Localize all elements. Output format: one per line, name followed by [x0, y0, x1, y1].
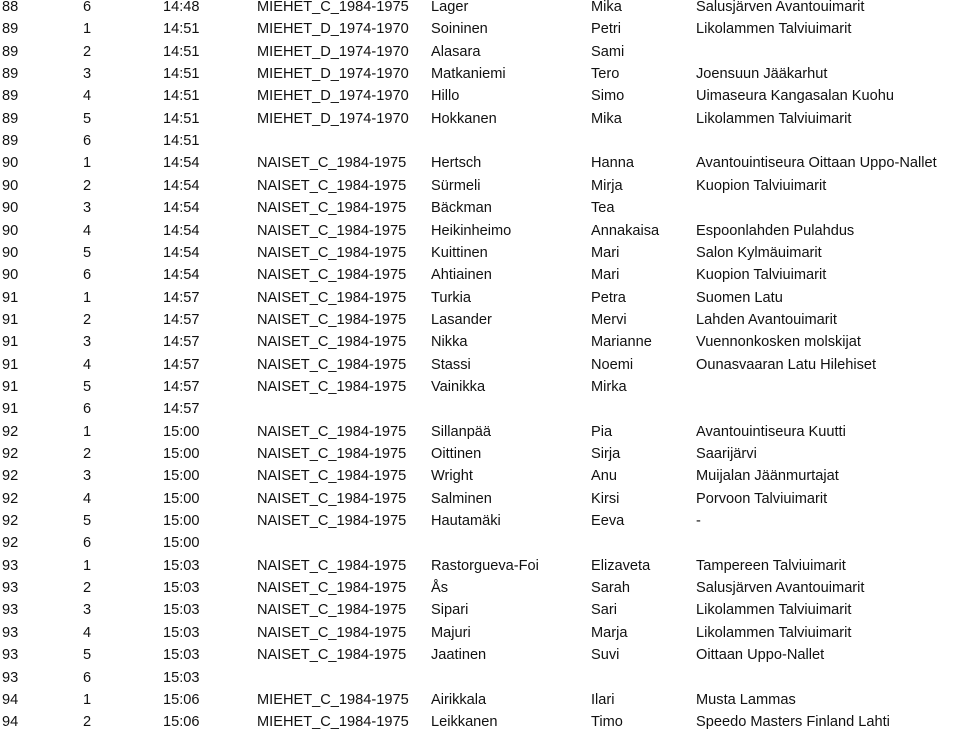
club-name-cell: Likolammen Talviuimarit — [696, 21, 852, 38]
start-time-cell: 14:51 — [163, 43, 200, 60]
lane-number-cell: 4 — [83, 88, 92, 105]
last-name-cell: Turkia — [431, 289, 472, 306]
heat-number-cell: 91 — [2, 334, 19, 351]
club-name-cell: Tampereen Talviuimarit — [696, 557, 846, 574]
first-name-cell: Mervi — [591, 311, 627, 328]
first-name-cell: Elizaveta — [591, 557, 651, 574]
table-row — [0, 510, 960, 532]
lane-number-cell: 5 — [83, 513, 92, 530]
first-name-cell: Eeva — [591, 513, 625, 530]
club-name-cell: Likolammen Talviuimarit — [696, 602, 852, 619]
first-name-cell: Annakaisa — [591, 222, 660, 239]
first-name-cell: Marianne — [591, 334, 652, 351]
start-time-cell: 14:57 — [163, 401, 200, 418]
heat-number-cell: 89 — [2, 66, 19, 83]
last-name-cell: Rastorgueva-Foi — [431, 557, 539, 574]
start-time-cell: 15:06 — [163, 691, 200, 708]
first-name-cell: Marja — [591, 624, 628, 641]
lane-number-cell: 3 — [83, 468, 92, 485]
table-row — [0, 331, 960, 353]
table-row — [0, 443, 960, 465]
last-name-cell: Alasara — [431, 43, 481, 60]
start-time-cell: 14:51 — [163, 88, 200, 105]
series-class-cell: NAISET_C_1984-1975 — [257, 334, 407, 351]
start-time-cell: 15:00 — [163, 535, 200, 552]
table-row — [0, 152, 960, 174]
last-name-cell: Sipari — [431, 602, 469, 619]
first-name-cell: Mirka — [591, 378, 627, 395]
start-time-cell: 14:54 — [163, 222, 200, 239]
lane-number-cell: 4 — [83, 624, 92, 641]
start-time-cell: 15:03 — [163, 602, 200, 619]
series-class-cell: MIEHET_D_1974-1970 — [257, 66, 409, 83]
lane-number-cell: 3 — [83, 602, 92, 619]
club-name-cell: Uimaseura Kangasalan Kuohu — [696, 88, 894, 105]
club-name-cell: - — [696, 513, 701, 530]
last-name-cell: Kuittinen — [431, 244, 488, 261]
last-name-cell: Salminen — [431, 490, 492, 507]
club-name-cell: Salon Kylmäuimarit — [696, 244, 822, 261]
table-row — [0, 85, 960, 107]
lane-number-cell: 2 — [83, 43, 92, 60]
last-name-cell: Leikkanen — [431, 714, 498, 731]
club-name-cell: Vuennonkosken molskijat — [696, 334, 861, 351]
heat-number-cell: 93 — [2, 669, 19, 686]
first-name-cell: Sirja — [591, 446, 621, 462]
last-name-cell: Hertsch — [431, 155, 482, 172]
heat-number-cell: 90 — [2, 200, 19, 217]
first-name-cell: Kirsi — [591, 490, 620, 507]
start-time-cell: 14:51 — [163, 66, 200, 83]
table-row — [0, 376, 960, 398]
lane-number-cell: 6 — [83, 0, 92, 15]
start-time-cell: 14:54 — [163, 267, 200, 284]
heat-number-cell: 89 — [2, 110, 19, 127]
lane-number-cell: 4 — [83, 222, 92, 239]
lane-number-cell: 2 — [83, 311, 92, 328]
club-name-cell: Muijalan Jäänmurtajat — [696, 468, 839, 485]
last-name-cell: Oittinen — [431, 446, 482, 462]
first-name-cell: Petra — [591, 289, 626, 306]
lane-number-cell: 2 — [83, 446, 92, 462]
series-class-cell: MIEHET_C_1984-1975 — [257, 691, 409, 708]
lane-number-cell: 1 — [83, 691, 92, 708]
last-name-cell: Sürmeli — [431, 177, 481, 194]
series-class-cell: NAISET_C_1984-1975 — [257, 624, 407, 641]
series-class-cell: NAISET_C_1984-1975 — [257, 423, 407, 440]
club-name-cell: Ounasvaaran Latu Hilehiset — [696, 356, 877, 373]
start-time-cell: 14:51 — [163, 21, 200, 38]
heat-number-cell: 92 — [2, 423, 19, 440]
table-row — [0, 599, 960, 621]
table-row — [0, 555, 960, 577]
club-name-cell: Speedo Masters Finland Lahti — [696, 714, 890, 731]
table-row — [0, 18, 960, 40]
lane-number-cell: 2 — [83, 580, 92, 597]
lane-number-cell: 6 — [83, 133, 92, 150]
first-name-cell: Pia — [591, 423, 613, 440]
start-time-cell: 15:03 — [163, 669, 200, 686]
series-class-cell: NAISET_C_1984-1975 — [257, 378, 407, 395]
heat-number-cell: 90 — [2, 222, 19, 239]
series-class-cell: NAISET_C_1984-1975 — [257, 468, 407, 485]
first-name-cell: Sari — [591, 602, 617, 619]
last-name-cell: Lasander — [431, 311, 492, 328]
series-class-cell: MIEHET_D_1974-1970 — [257, 88, 409, 105]
table-row — [0, 220, 960, 242]
club-name-cell: Salusjärven Avantouimarit — [696, 0, 865, 15]
table-row — [0, 175, 960, 197]
club-name-cell: Porvoon Talviuimarit — [696, 490, 828, 507]
club-name-cell: Musta Lammas — [696, 691, 796, 708]
first-name-cell: Timo — [591, 714, 623, 731]
table-row — [0, 532, 960, 554]
lane-number-cell: 1 — [83, 423, 92, 440]
lane-number-cell: 6 — [83, 535, 92, 552]
start-time-cell: 14:54 — [163, 155, 200, 172]
first-name-cell: Mirja — [591, 177, 623, 194]
series-class-cell: NAISET_C_1984-1975 — [257, 267, 407, 284]
heat-number-cell: 88 — [2, 0, 19, 15]
lane-number-cell: 5 — [83, 647, 92, 664]
table-row — [0, 130, 960, 152]
series-class-cell: MIEHET_D_1974-1970 — [257, 110, 409, 127]
first-name-cell: Suvi — [591, 647, 620, 664]
heat-number-cell: 92 — [2, 446, 19, 462]
heat-number-cell: 93 — [2, 580, 19, 597]
last-name-cell: Ahtiainen — [431, 267, 492, 284]
start-time-cell: 15:03 — [163, 624, 200, 641]
lane-number-cell: 3 — [83, 334, 92, 351]
heat-number-cell: 92 — [2, 513, 19, 530]
start-time-cell: 14:51 — [163, 110, 200, 127]
heat-number-cell: 91 — [2, 401, 19, 418]
last-name-cell: Hillo — [431, 88, 460, 105]
start-time-cell: 15:00 — [163, 446, 200, 462]
club-name-cell: Espoonlahden Pulahdus — [696, 222, 855, 239]
table-row — [0, 689, 960, 711]
heat-number-cell: 90 — [2, 155, 19, 172]
start-time-cell: 14:54 — [163, 177, 200, 194]
table-row — [0, 63, 960, 85]
series-class-cell: NAISET_C_1984-1975 — [257, 356, 407, 373]
club-name-cell: Kuopion Talviuimarit — [696, 177, 827, 194]
table-row — [0, 577, 960, 599]
start-time-cell: 15:03 — [163, 557, 200, 574]
last-name-cell: Soininen — [431, 21, 488, 38]
last-name-cell: Vainikka — [431, 378, 486, 395]
series-class-cell: NAISET_C_1984-1975 — [257, 602, 407, 619]
table-row — [0, 197, 960, 219]
heat-number-cell: 89 — [2, 43, 19, 60]
table-row — [0, 622, 960, 644]
first-name-cell: Tero — [591, 66, 620, 83]
last-name-cell: Hautamäki — [431, 513, 501, 530]
start-time-cell: 15:00 — [163, 490, 200, 507]
start-time-cell: 15:00 — [163, 513, 200, 530]
series-class-cell: NAISET_C_1984-1975 — [257, 311, 407, 328]
table-row — [0, 667, 960, 689]
start-time-cell: 14:57 — [163, 378, 200, 395]
lane-number-cell: 3 — [83, 200, 92, 217]
heat-number-cell: 91 — [2, 311, 19, 328]
heat-number-cell: 90 — [2, 267, 19, 284]
heat-number-cell: 89 — [2, 88, 19, 105]
lane-number-cell: 5 — [83, 110, 92, 127]
lane-number-cell: 1 — [83, 155, 92, 172]
series-class-cell: MIEHET_D_1974-1970 — [257, 21, 409, 38]
first-name-cell: Mari — [591, 244, 620, 261]
series-class-cell: NAISET_C_1984-1975 — [257, 513, 407, 530]
heat-number-cell: 90 — [2, 244, 19, 261]
heat-number-cell: 91 — [2, 356, 19, 373]
heat-number-cell: 89 — [2, 21, 19, 38]
heat-number-cell: 92 — [2, 490, 19, 507]
table-row — [0, 354, 960, 376]
first-name-cell: Tea — [591, 200, 615, 217]
first-name-cell: Mika — [591, 0, 622, 15]
lane-number-cell: 1 — [83, 21, 92, 38]
table-row — [0, 465, 960, 487]
club-name-cell: Suomen Latu — [696, 289, 783, 306]
series-class-cell: MIEHET_C_1984-1975 — [257, 714, 409, 731]
table-row — [0, 264, 960, 286]
lane-number-cell: 2 — [83, 714, 92, 731]
series-class-cell: NAISET_C_1984-1975 — [257, 222, 407, 239]
table-row — [0, 644, 960, 666]
last-name-cell: Bäckman — [431, 200, 492, 217]
start-time-cell: 14:51 — [163, 133, 200, 150]
table-row — [0, 398, 960, 420]
series-class-cell: NAISET_C_1984-1975 — [257, 289, 407, 306]
table-row — [0, 41, 960, 63]
series-class-cell: MIEHET_C_1984-1975 — [257, 0, 409, 15]
lane-number-cell: 1 — [83, 289, 92, 306]
club-name-cell: Joensuun Jääkarhut — [696, 66, 828, 83]
start-time-cell: 15:00 — [163, 423, 200, 440]
start-time-cell: 14:57 — [163, 311, 200, 328]
table-row — [0, 309, 960, 331]
lane-number-cell: 4 — [83, 490, 92, 507]
series-class-cell: NAISET_C_1984-1975 — [257, 200, 407, 217]
last-name-cell: Matkaniemi — [431, 66, 506, 83]
start-time-cell: 14:54 — [163, 200, 200, 217]
lane-number-cell: 1 — [83, 557, 92, 574]
table-row — [0, 0, 960, 18]
club-name-cell: Likolammen Talviuimarit — [696, 624, 852, 641]
last-name-cell: Airikkala — [431, 691, 487, 708]
club-name-cell: Likolammen Talviuimarit — [696, 110, 852, 127]
heat-number-cell: 93 — [2, 624, 19, 641]
club-name-cell: Kuopion Talviuimarit — [696, 267, 827, 284]
heat-number-cell: 92 — [2, 535, 19, 552]
heat-number-cell: 89 — [2, 133, 19, 150]
lane-number-cell: 5 — [83, 378, 92, 395]
heat-number-cell: 92 — [2, 468, 19, 485]
heat-number-cell: 91 — [2, 289, 19, 306]
last-name-cell: Sillanpää — [431, 423, 492, 440]
last-name-cell: Stassi — [431, 356, 471, 373]
start-time-cell: 14:57 — [163, 334, 200, 351]
table-row — [0, 287, 960, 309]
series-class-cell: NAISET_C_1984-1975 — [257, 647, 407, 664]
heat-number-cell: 91 — [2, 378, 19, 395]
last-name-cell: Hokkanen — [431, 110, 497, 127]
heat-number-cell: 90 — [2, 177, 19, 194]
lane-number-cell: 6 — [83, 669, 92, 686]
start-time-cell: 15:03 — [163, 647, 200, 664]
start-time-cell: 15:00 — [163, 468, 200, 485]
start-time-cell: 14:57 — [163, 356, 200, 373]
table-row — [0, 421, 960, 443]
lane-number-cell: 2 — [83, 177, 92, 194]
series-class-cell: MIEHET_D_1974-1970 — [257, 43, 409, 60]
club-name-cell: Lahden Avantouimarit — [696, 311, 837, 328]
last-name-cell: Lager — [431, 0, 469, 15]
heat-number-cell: 93 — [2, 647, 19, 664]
series-class-cell: NAISET_C_1984-1975 — [257, 580, 407, 597]
heat-number-cell: 93 — [2, 557, 19, 574]
series-class-cell: NAISET_C_1984-1975 — [257, 177, 407, 194]
lane-number-cell: 4 — [83, 356, 92, 373]
table-row — [0, 488, 960, 510]
last-name-cell: Jaatinen — [431, 647, 487, 664]
last-name-cell: Heikinheimo — [431, 222, 512, 239]
club-name-cell: Avantouintiseura Kuutti — [696, 423, 846, 440]
lane-number-cell: 3 — [83, 66, 92, 83]
start-time-cell: 15:06 — [163, 714, 200, 731]
start-time-cell: 14:57 — [163, 289, 200, 306]
series-class-cell: NAISET_C_1984-1975 — [257, 490, 407, 507]
start-time-cell: 14:48 — [163, 0, 200, 15]
series-class-cell: NAISET_C_1984-1975 — [257, 557, 407, 574]
last-name-cell: Wright — [431, 468, 473, 485]
club-name-cell: Oittaan Uppo-Nallet — [696, 647, 825, 664]
first-name-cell: Hanna — [591, 155, 635, 172]
last-name-cell: Nikka — [431, 334, 468, 351]
heat-number-cell: 94 — [2, 691, 19, 708]
first-name-cell: Noemi — [591, 356, 634, 373]
first-name-cell: Mari — [591, 267, 620, 284]
club-name-cell: Salusjärven Avantouimarit — [696, 580, 865, 597]
series-class-cell: NAISET_C_1984-1975 — [257, 155, 407, 172]
series-class-cell: NAISET_C_1984-1975 — [257, 446, 407, 462]
lane-number-cell: 6 — [83, 401, 92, 418]
first-name-cell: Sami — [591, 43, 625, 60]
table-row — [0, 242, 960, 264]
first-name-cell: Mika — [591, 110, 622, 127]
first-name-cell: Petri — [591, 21, 622, 38]
first-name-cell: Ilari — [591, 691, 615, 708]
last-name-cell: Ås — [431, 580, 449, 597]
lane-number-cell: 6 — [83, 267, 92, 284]
table-row — [0, 108, 960, 130]
start-time-cell: 15:03 — [163, 580, 200, 597]
series-class-cell: NAISET_C_1984-1975 — [257, 244, 407, 261]
lane-number-cell: 5 — [83, 244, 92, 261]
club-name-cell: Avantouintiseura Oittaan Uppo-Nallet — [696, 155, 937, 172]
table-row — [0, 711, 960, 733]
heat-number-cell: 93 — [2, 602, 19, 619]
start-time-cell: 14:54 — [163, 244, 200, 261]
club-name-cell: Saarijärvi — [696, 446, 757, 462]
last-name-cell: Majuri — [431, 624, 471, 641]
first-name-cell: Anu — [591, 468, 617, 485]
first-name-cell: Sarah — [591, 580, 630, 597]
first-name-cell: Simo — [591, 88, 625, 105]
heat-number-cell: 94 — [2, 714, 19, 731]
